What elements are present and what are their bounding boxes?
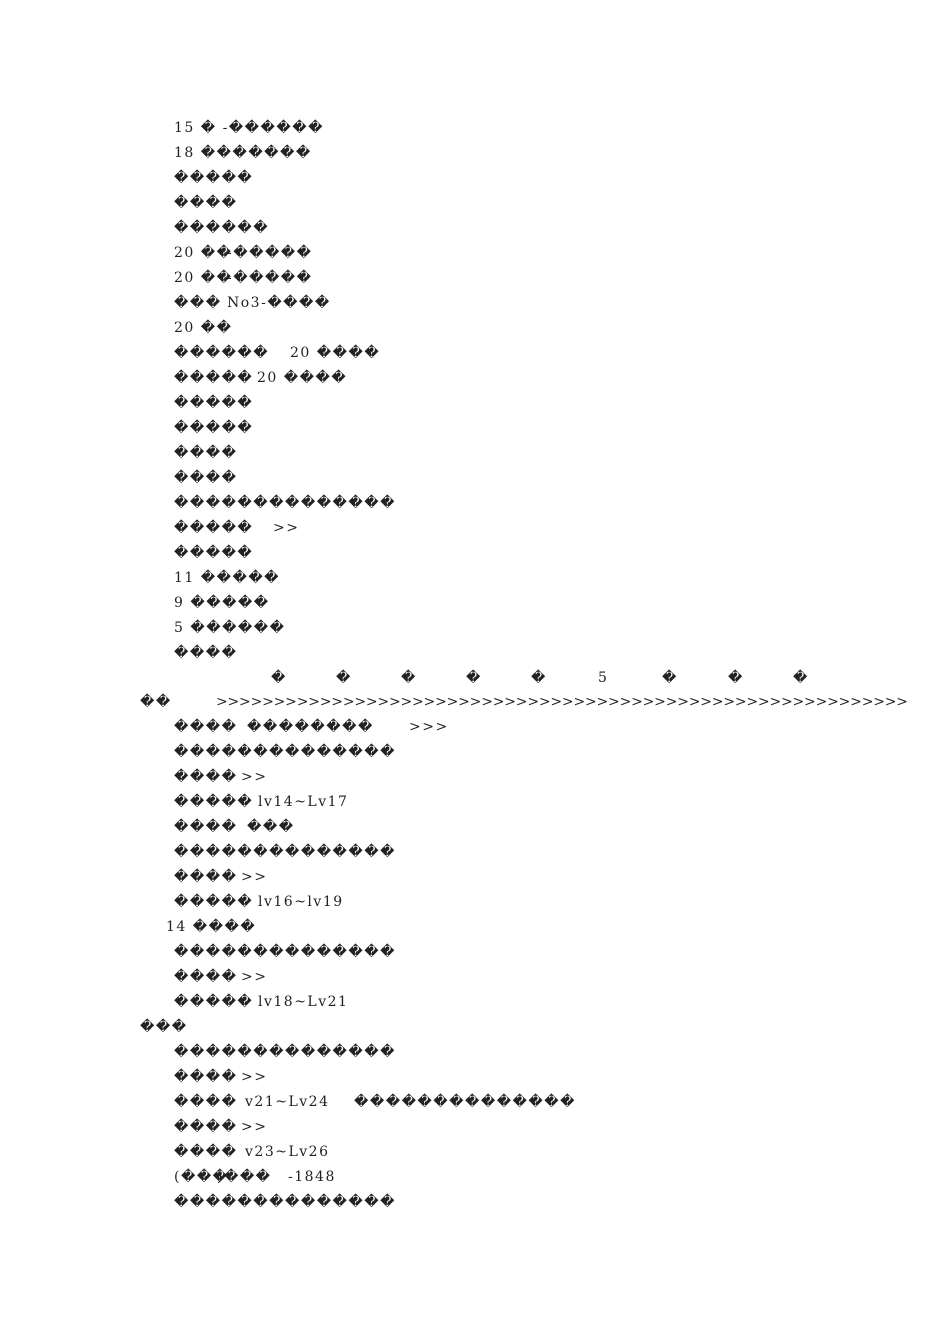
text-span: -����� xyxy=(227,245,313,261)
text-span: 20 �� xyxy=(174,270,233,286)
text-span: ����� xyxy=(174,545,254,561)
text-line xyxy=(174,791,349,813)
text-span: ���� xyxy=(174,869,238,885)
text-span: v21~Lv24 xyxy=(245,1094,330,1110)
text-span: � xyxy=(466,670,482,686)
text-line xyxy=(174,292,331,314)
text-span: ���� xyxy=(174,769,238,785)
text-span: >>>>>>>>>>>>>>>>>>>>>>>>>>>>>>>>>>>>>>>>>>>>>>>>>>>>>>>>>>>> xyxy=(216,694,908,710)
text-span: � xyxy=(662,670,678,686)
text-span: lv16~lv19 xyxy=(258,894,344,910)
text-span: ����� xyxy=(174,420,254,436)
text-span: ���� xyxy=(174,195,238,211)
text-span: 20 ���� xyxy=(257,370,348,386)
text-span: ����� xyxy=(174,994,254,1010)
text-span: �������������� xyxy=(174,1194,396,1210)
text-line xyxy=(174,592,270,614)
text-span: 20 �� xyxy=(174,320,233,336)
text-span: ���� xyxy=(174,445,238,461)
text-span: ����� xyxy=(174,395,254,411)
text-line xyxy=(174,1116,268,1138)
text-line xyxy=(174,392,253,414)
text-span: (��� xyxy=(174,1169,229,1185)
text-line xyxy=(174,542,253,564)
text-line xyxy=(174,1191,396,1213)
text-span: 20 ���� xyxy=(290,345,381,361)
text-line xyxy=(140,1016,188,1038)
text-span: >> xyxy=(241,869,268,885)
text-span: lv18~Lv21 xyxy=(258,994,349,1010)
text-span: ����� xyxy=(174,520,254,536)
text-line xyxy=(174,192,237,214)
text-span: � xyxy=(401,670,417,686)
text-span: ���� xyxy=(174,1069,238,1085)
text-line xyxy=(174,492,396,514)
text-span: 5 xyxy=(598,670,609,686)
text-span: �� xyxy=(140,694,172,710)
text-span: -����� xyxy=(227,270,313,286)
text-line xyxy=(174,342,381,364)
text-span: ���� xyxy=(174,645,238,661)
text-span: � xyxy=(336,670,352,686)
text-line xyxy=(174,567,280,589)
text-span: v23~Lv26 xyxy=(245,1144,330,1160)
text-span: >> xyxy=(241,1119,268,1135)
text-span: ���� xyxy=(174,719,238,735)
text-line xyxy=(174,367,348,389)
text-line xyxy=(174,117,324,139)
text-line xyxy=(174,966,268,988)
text-span: ����� xyxy=(174,170,254,186)
text-line xyxy=(166,916,256,938)
text-line xyxy=(174,866,268,888)
text-span: ����� xyxy=(174,894,254,910)
text-span: )��� xyxy=(217,1169,272,1185)
text-span: 15 � -������ xyxy=(174,120,324,136)
text-span: ���� xyxy=(174,1119,238,1135)
text-span: -1848 xyxy=(288,1169,336,1185)
text-span: ������ xyxy=(174,220,270,236)
text-line xyxy=(174,766,268,788)
text-span: >> xyxy=(241,769,268,785)
text-span: �������������� xyxy=(354,1094,576,1110)
text-span: ���� xyxy=(174,969,238,985)
text-line xyxy=(174,1141,330,1163)
text-line xyxy=(174,442,237,464)
text-line xyxy=(174,841,396,863)
text-span: � xyxy=(531,670,547,686)
text-span: ��� xyxy=(174,295,222,311)
text-line xyxy=(174,142,312,164)
text-span: � xyxy=(728,670,744,686)
text-line xyxy=(140,691,908,713)
text-line xyxy=(174,1091,576,1113)
text-span: >>> xyxy=(409,719,449,735)
text-span: 20 �� xyxy=(174,245,233,261)
text-line xyxy=(174,417,253,439)
text-line xyxy=(174,816,295,838)
text-line xyxy=(174,991,349,1013)
text-span: >> xyxy=(241,969,268,985)
text-line xyxy=(174,741,396,763)
text-line xyxy=(174,517,300,539)
text-span: �������������� xyxy=(174,944,396,960)
text-span: 11 ����� xyxy=(174,570,281,586)
text-line xyxy=(174,1066,268,1088)
text-line xyxy=(174,716,449,738)
text-line xyxy=(174,1041,396,1063)
text-span: �������� xyxy=(247,719,374,735)
text-span: ����� xyxy=(174,370,254,386)
text-span: ���� xyxy=(174,1094,238,1110)
text-span: 14 ���� xyxy=(166,919,257,935)
text-line xyxy=(174,1166,336,1188)
text-span: No3-���� xyxy=(227,295,331,311)
text-span: 18 ������� xyxy=(174,145,312,161)
text-line-justified xyxy=(0,667,950,689)
text-span: � xyxy=(271,670,287,686)
text-span: �������������� xyxy=(174,744,396,760)
text-line xyxy=(174,467,237,489)
text-line xyxy=(174,217,269,239)
text-line xyxy=(174,941,396,963)
text-line xyxy=(174,167,253,189)
text-line xyxy=(174,891,344,913)
text-span: 5 ������ xyxy=(174,620,286,636)
text-line xyxy=(174,617,286,639)
text-line xyxy=(174,242,313,264)
text-span: ����� xyxy=(174,794,254,810)
text-span: ��� xyxy=(140,1019,188,1035)
text-line xyxy=(174,642,237,664)
text-span: >> xyxy=(241,1069,268,1085)
text-span: ��� xyxy=(247,819,295,835)
text-span: >> xyxy=(273,520,300,536)
text-span: �������������� xyxy=(174,1044,396,1060)
text-span: 9 ����� xyxy=(174,595,270,611)
text-span: ������ xyxy=(174,345,270,361)
text-line xyxy=(174,267,313,289)
text-span: ���� xyxy=(174,819,238,835)
text-span: �������������� xyxy=(174,844,396,860)
text-span: lv14~Lv17 xyxy=(258,794,349,810)
text-span: �������������� xyxy=(174,495,396,511)
text-span: ���� xyxy=(174,1144,238,1160)
text-line xyxy=(174,317,232,339)
text-span: � xyxy=(793,670,809,686)
text-span: ���� xyxy=(174,470,238,486)
